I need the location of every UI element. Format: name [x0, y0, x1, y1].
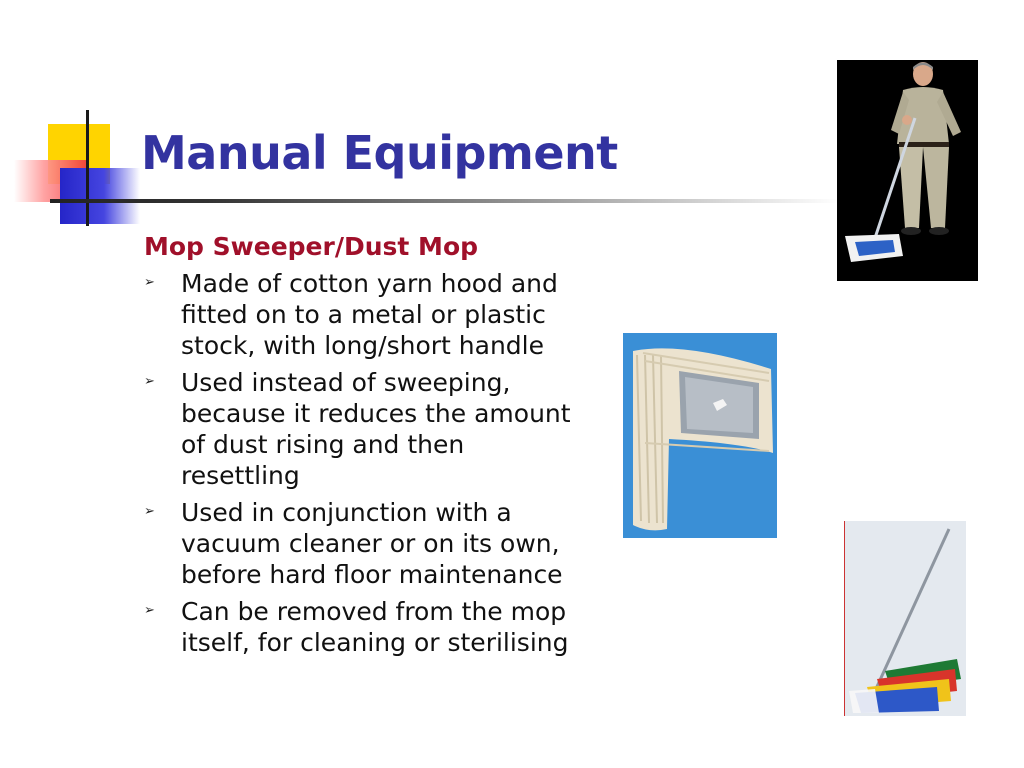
bullet-item: [144, 268, 574, 361]
dust-mop-pad-photo: [623, 333, 777, 538]
bullet-text: Made of cotton yarn hood and fitted on to a metal or plastic stock, with long/short handle: [181, 269, 558, 360]
logo-vertical-line: [86, 110, 89, 226]
coloured-dust-mops-photo: [844, 521, 966, 716]
logo-blue-square: [60, 168, 140, 224]
bullet-text: Can be removed from the mop itself, for cleaning or sterilising: [181, 597, 569, 657]
bullet-list: [144, 268, 574, 664]
slide-title: Manual Equipment: [141, 126, 618, 180]
bullet-item: [144, 497, 574, 590]
bullet-item: [144, 367, 574, 491]
arrow-bullet-icon: ➢: [144, 603, 155, 618]
man-with-dust-mop-photo: [837, 60, 978, 281]
arrow-bullet-icon: ➢: [144, 504, 155, 519]
arrow-bullet-icon: ➢: [144, 374, 155, 389]
title-underline: [50, 199, 840, 203]
arrow-bullet-icon: ➢: [144, 275, 155, 290]
bullet-text: Used in conjunction with a vacuum cleaner or on its own, before hard floor maintenance: [181, 498, 563, 589]
bullet-text: Used instead of sweeping, because it reduces the amount of dust rising and then resettling: [181, 368, 571, 490]
bullet-item: [144, 596, 574, 658]
subheading: Mop Sweeper/Dust Mop: [144, 232, 479, 261]
